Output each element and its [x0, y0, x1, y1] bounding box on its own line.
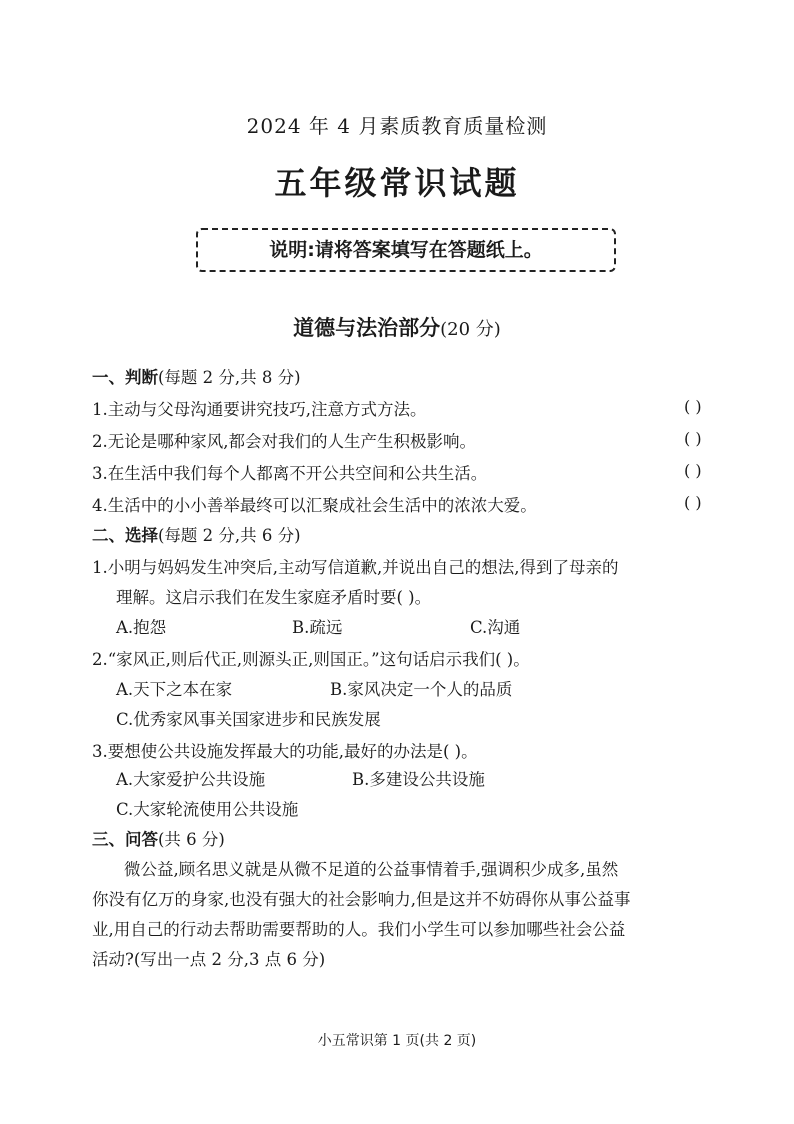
section3-note: (共 6 分) [158, 830, 225, 849]
page-footer: 小五常识第 1 页(共 2 页) [317, 1033, 477, 1049]
section3-heading [92, 826, 225, 850]
choice-q1-line2: 理解。这启示我们在发生家庭矛盾时要( )。 [116, 588, 432, 607]
section1-heading [92, 364, 301, 388]
exam-subtitle: 2024 年 4 月素质教育质量检测 [246, 114, 548, 138]
choice-q2-option-a[interactable]: A.天下之本在家 [116, 680, 233, 699]
exam-title: 五年级常识试题 [274, 164, 520, 202]
section2-heading-text: 二、选择 [92, 526, 158, 545]
essay-line-2: 你没有亿万的身家,也没有强大的社会影响力,但是这并不妨碍你从事公益事 [92, 890, 631, 909]
choice-q1-option-a[interactable]: A.抱怨 [116, 618, 167, 637]
choice-q1-line1: 1.小明与妈妈发生冲突后,主动写信道歉,并说出自己的想法,得到了母亲的 [92, 558, 619, 577]
section3-heading-text: 三、问答 [92, 830, 158, 849]
judge-item-1: 1.主动与父母沟通要讲究技巧,注意方式方法。 [92, 400, 427, 419]
judge-item-4: 4.生活中的小小善举最终可以汇聚成社会生活中的浓浓大爱。 [92, 496, 537, 515]
choice-q2-option-b[interactable]: B.家风决定一个人的品质 [330, 680, 513, 699]
judge-item-2: 2.无论是哪种家风,都会对我们的人生产生积极影响。 [92, 432, 476, 451]
section2-note: (每题 2 分,共 6 分) [158, 526, 301, 545]
part-title-text: 道德与法治部分 [293, 316, 441, 340]
essay-line-4: 活动?(写出一点 2 分,3 点 6 分) [92, 950, 326, 969]
section1-note: (每题 2 分,共 8 分) [158, 368, 301, 387]
part-score: (20 分) [440, 319, 501, 340]
judge-blank-3[interactable]: ( ) [684, 461, 702, 480]
choice-q3-option-b[interactable]: B.多建设公共设施 [352, 770, 485, 789]
choice-q3-option-a[interactable]: A.大家爱护公共设施 [116, 770, 266, 789]
choice-q3-line1: 3.要想使公共设施发挥最大的功能,最好的办法是( )。 [92, 742, 478, 761]
instruction-box [196, 228, 616, 272]
judge-blank-4[interactable]: ( ) [684, 493, 702, 512]
part-title [0, 312, 794, 342]
choice-q2-option-c[interactable]: C.优秀家风事关国家进步和民族发展 [116, 710, 381, 729]
choice-q1-option-b[interactable]: B.疏远 [292, 618, 343, 637]
section1-heading-text: 一、判断 [92, 368, 158, 387]
choice-q2-line1: 2.“家风正,则后代正,则源头正,则国正。”这句话启示我们( )。 [92, 650, 530, 669]
choice-q3-option-c[interactable]: C.大家轮流使用公共设施 [116, 800, 299, 819]
section2-heading [92, 522, 301, 546]
judge-blank-1[interactable]: ( ) [684, 397, 702, 416]
instruction-text: 说明:请将答案填写在答题纸上。 [269, 239, 543, 261]
judge-blank-2[interactable]: ( ) [684, 429, 702, 448]
judge-item-3: 3.在生活中我们每个人都离不开公共空间和公共生活。 [92, 464, 488, 483]
essay-line-3: 业,用自己的行动去帮助需要帮助的人。我们小学生可以参加哪些社会公益 [92, 920, 626, 939]
choice-q1-option-c[interactable]: C.沟通 [470, 618, 521, 637]
essay-line-1: 微公益,顾名思义就是从微不足道的公益事情着手,强调积少成多,虽然 [124, 860, 619, 879]
